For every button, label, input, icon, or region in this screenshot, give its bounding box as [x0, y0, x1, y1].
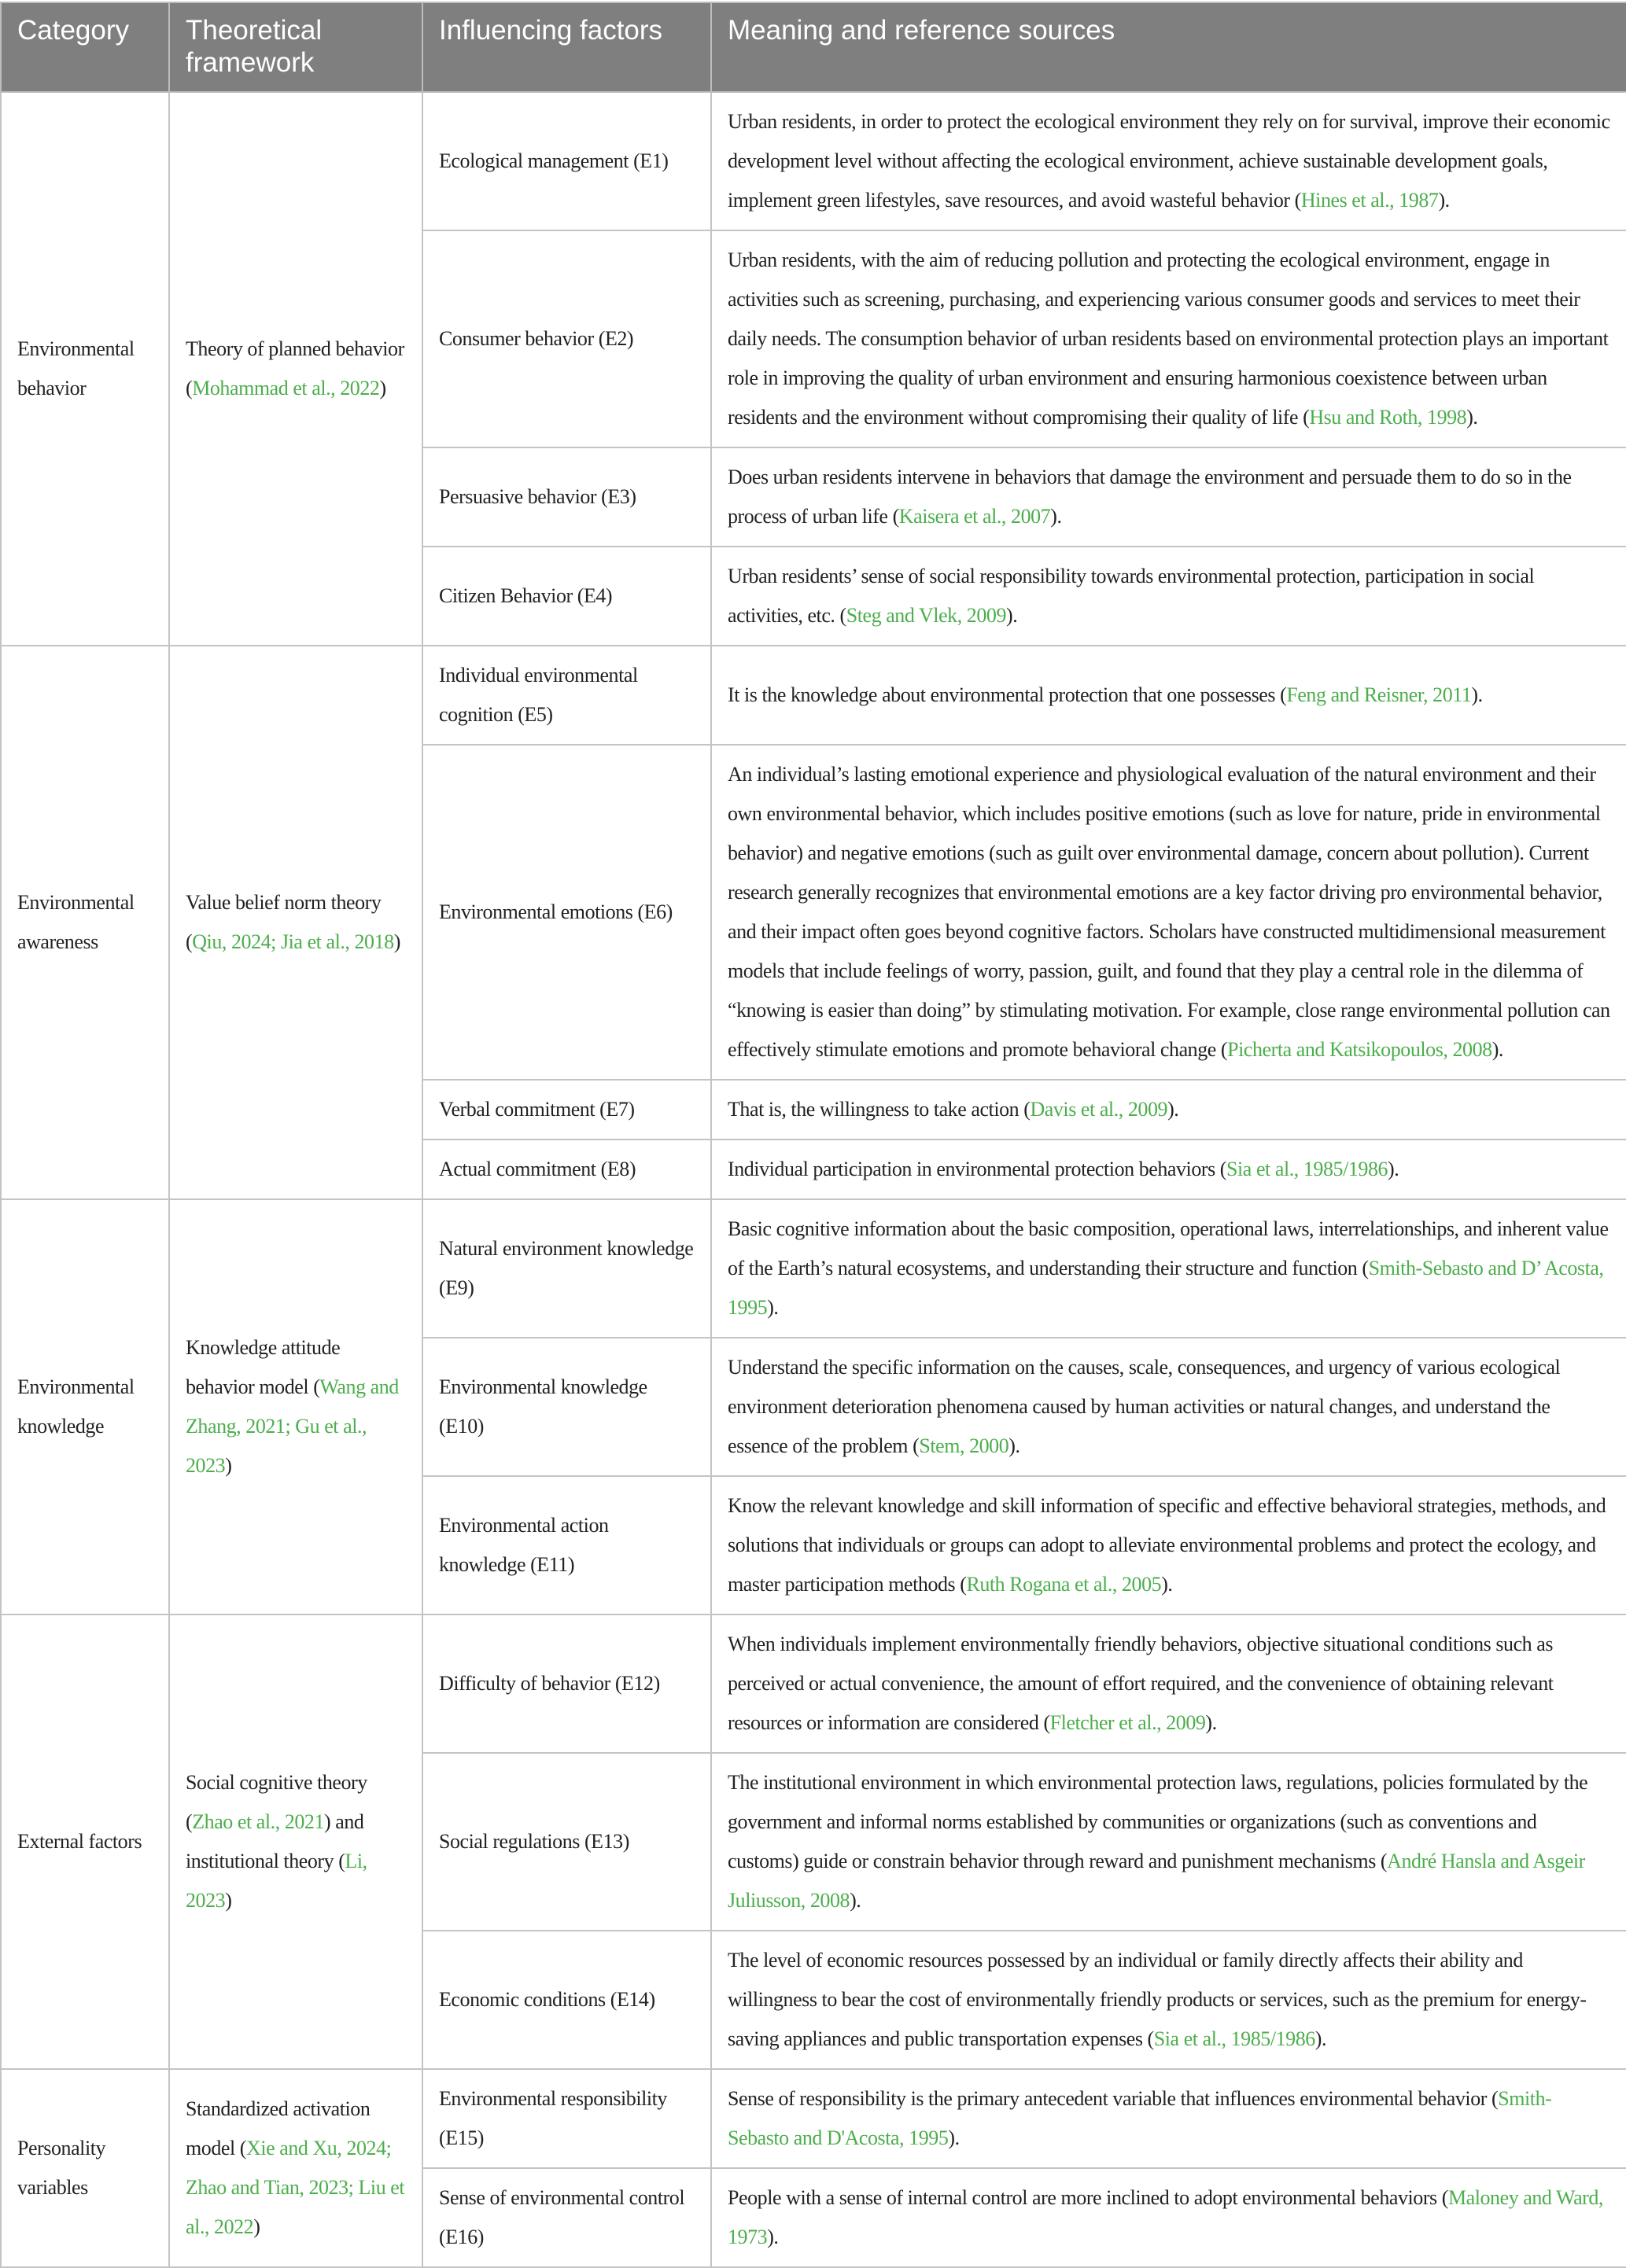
meaning-cell — [711, 1476, 1626, 1614]
factor-cell: Actual commitment (E8) — [422, 1140, 711, 1199]
meaning-text: ). — [1008, 1434, 1020, 1457]
factor-cell: Natural environment knowledge (E9) — [422, 1199, 711, 1338]
factor-cell: Ecological management (E1) — [422, 92, 711, 230]
framework-text: Standardized activation model ( — [186, 2097, 371, 2159]
meaning-cell — [711, 230, 1626, 447]
citation-link[interactable]: Wang and Zhang, 2021; Gu et al., 2023 — [186, 1375, 399, 1477]
framework-text: Value belief norm theory ( — [186, 891, 382, 953]
table-row — [1, 1199, 1626, 1338]
citation-link[interactable]: Zhao et al., 2021 — [192, 1810, 325, 1833]
meaning-text: That is, the willingness to take action ( — [728, 1098, 1031, 1121]
header-category: Category — [1, 2, 169, 92]
factor-cell: Persuasive behavior (E3) — [422, 447, 711, 547]
factor-cell: Sense of environmental control (E16) — [422, 2168, 711, 2267]
meaning-text: Individual participation in environmental protection behaviors ( — [728, 1158, 1227, 1180]
factor-cell: Citizen Behavior (E4) — [422, 547, 711, 646]
meaning-cell — [711, 1753, 1626, 1931]
citation-link[interactable]: Smith-Sebasto and D'Acosta, 1995 — [728, 2087, 1552, 2149]
header-influencing-factors: Influencing factors — [422, 2, 711, 92]
meaning-text: ). — [1167, 1098, 1179, 1121]
meaning-text: ). — [1205, 1711, 1217, 1734]
citation-link[interactable]: Davis et al., 2009 — [1030, 1098, 1168, 1121]
meaning-text: ). — [1491, 1038, 1503, 1061]
citation-link[interactable]: Feng and Reisner, 2011 — [1286, 683, 1472, 706]
meaning-text: ). — [1050, 505, 1062, 528]
meaning-cell — [711, 1931, 1626, 2069]
citation-link[interactable]: Sia et al., 1985/1986 — [1226, 1158, 1388, 1180]
category-cell: Personality variables — [1, 2069, 169, 2267]
header-theoretical-framework: Theoretical framework — [169, 2, 422, 92]
meaning-text: ). — [767, 2226, 779, 2248]
meaning-cell — [711, 1140, 1626, 1199]
meaning-text: ). — [850, 1889, 861, 1912]
citation-link[interactable]: André Hansla and Asgeir Juliusson, 2008 — [728, 1850, 1585, 1912]
meaning-text: Basic cognitive information about the basic composition, operational laws, interrelationships, and inherent value of the Earth’s natural ecosystems, and understanding their structure and function ( — [728, 1217, 1609, 1279]
factor-cell: Social regulations (E13) — [422, 1753, 711, 1931]
meaning-text: Urban residents’ sense of social responsibility towards environmental protection, participation in social activities, etc. ( — [728, 565, 1535, 627]
citation-link[interactable]: Stem, 2000 — [919, 1434, 1009, 1457]
meaning-text: People with a sense of internal control are more inclined to adopt environmental behaviors ( — [728, 2186, 1448, 2209]
meaning-cell — [711, 1338, 1626, 1476]
header-meaning-and-sources: Meaning and reference sources — [711, 2, 1626, 92]
framework-text: ) — [393, 930, 400, 953]
citation-link[interactable]: Fletcher et al., 2009 — [1049, 1711, 1206, 1734]
factor-cell: Individual environmental cognition (E5) — [422, 646, 711, 745]
factor-cell: Environmental action knowledge (E11) — [422, 1476, 711, 1614]
table-row — [1, 1614, 1626, 1753]
framework-cell — [169, 646, 422, 1199]
meaning-cell — [711, 646, 1626, 745]
framework-text: Theory of planned behavior ( — [186, 337, 404, 399]
framework-text: ) and institutional theory ( — [186, 1810, 364, 1872]
meaning-cell — [711, 745, 1626, 1080]
meaning-text: When individuals implement environmentally friendly behaviors, objective situational conditions such as perceived or actual convenience, the amount of effort required, and the convenience of obtaining relevant resources or information are considered ( — [728, 1633, 1554, 1734]
citation-link[interactable]: Steg and Vlek, 2009 — [846, 604, 1007, 627]
category-cell: Environmental behavior — [1, 92, 169, 646]
table-row — [1, 92, 1626, 230]
framework-cell — [169, 92, 422, 646]
meaning-text: ). — [1438, 189, 1450, 212]
factor-cell: Difficulty of behavior (E12) — [422, 1614, 711, 1753]
table-body — [1, 92, 1626, 2267]
meaning-text: It is the knowledge about environmental protection that one possesses ( — [728, 683, 1287, 706]
framework-text: Knowledge attitude behavior model ( — [186, 1336, 341, 1398]
meaning-text: Urban residents, in order to protect the ecological environment they rely on for survival, improve their economic development level without affecting the ecological environment, achieve sustainable development goals, implement green lifestyles, save resources, and avoid wasteful behavior ( — [728, 110, 1610, 212]
factor-cell: Environmental responsibility (E15) — [422, 2069, 711, 2168]
meaning-cell — [711, 1080, 1626, 1140]
meaning-text: ). — [1471, 683, 1483, 706]
framework-cell — [169, 2069, 422, 2267]
meaning-cell — [711, 447, 1626, 547]
citation-link[interactable]: Ruth Rogana et al., 2005 — [966, 1573, 1162, 1596]
citation-link[interactable]: Sia et al., 1985/1986 — [1153, 2027, 1315, 2050]
framework-text: ) — [225, 1889, 232, 1912]
meaning-text: The institutional environment in which environmental protection laws, regulations, policies formulated by the government and informal norms established by communities or organizations (such as conventions and customs) guide or constrain behavior through reward and punishment mechanisms ( — [728, 1771, 1588, 1872]
framework-text: Social cognitive theory ( — [186, 1771, 367, 1833]
meaning-cell — [711, 2069, 1626, 2168]
meaning-cell — [711, 1614, 1626, 1753]
citation-link[interactable]: Smith-Sebasto and D’ Acosta, 1995 — [728, 1257, 1604, 1319]
citation-link[interactable]: Picherta and Katsikopoulos, 2008 — [1227, 1038, 1492, 1061]
meaning-text: Does urban residents intervene in behaviors that damage the environment and persuade them to do so in the process of urban life ( — [728, 466, 1572, 528]
citation-link[interactable]: Mohammad et al., 2022 — [192, 377, 380, 399]
meaning-cell — [711, 2168, 1626, 2267]
framework-cell — [169, 1614, 422, 2069]
meaning-text: Sense of responsibility is the primary antecedent variable that influences environmental behavior ( — [728, 2087, 1499, 2110]
meaning-text: ). — [1314, 2027, 1327, 2050]
meaning-text: ). — [767, 1296, 779, 1319]
meaning-text: The level of economic resources possessed by an individual or family directly affects their ability and willingness to bear the cost of environmentally friendly products or services, such as the premium for energy-saving appliances and public transportation expenses ( — [728, 1949, 1587, 2050]
table-row — [1, 2069, 1626, 2168]
citation-link[interactable]: Qiu, 2024; Jia et al., 2018 — [192, 930, 394, 953]
framework-text: ) — [253, 2215, 260, 2238]
meaning-text: ). — [948, 2126, 960, 2149]
citation-link[interactable]: Hines et al., 1987 — [1300, 189, 1439, 212]
header-row — [1, 2, 1626, 92]
meaning-text: ). — [1388, 1158, 1399, 1180]
meaning-cell — [711, 92, 1626, 230]
factor-cell: Consumer behavior (E2) — [422, 230, 711, 447]
meaning-text: ). — [1466, 406, 1478, 429]
category-cell: Environmental knowledge — [1, 1199, 169, 1614]
factor-cell: Environmental emotions (E6) — [422, 745, 711, 1080]
framework-cell — [169, 1199, 422, 1614]
category-cell: External factors — [1, 1614, 169, 2069]
meaning-text: ). — [1161, 1573, 1173, 1596]
meaning-text: ). — [1006, 604, 1018, 627]
citation-link[interactable]: Li, 2023 — [186, 1850, 367, 1912]
citation-link[interactable]: Xie and Xu, 2024; Zhao and Tian, 2023; Liu et al., 2022 — [186, 2137, 405, 2238]
meaning-text: Urban residents, with the aim of reducing pollution and protecting the ecological environment, engage in activities such as screening, purchasing, and experiencing various consumer goods and services to meet their daily needs. The consumption behavior of urban residents based on environmental protection plays an important role in improving the quality of urban environment and ensuring harmonious coexistence between urban residents and the environment without compromising their quality of life ( — [728, 249, 1609, 429]
category-cell: Environmental awareness — [1, 646, 169, 1199]
framework-text: ) — [379, 377, 386, 399]
factors-table — [0, 2, 1626, 2268]
meaning-cell — [711, 1199, 1626, 1338]
citation-link[interactable]: Kaisera et al., 2007 — [898, 505, 1051, 528]
factor-cell: Verbal commitment (E7) — [422, 1080, 711, 1140]
meaning-text: Know the relevant knowledge and skill information of specific and effective behavioral strategies, methods, and solutions that individuals or groups can adopt to alleviate environmental problems and protect the ecology, and master participation methods ( — [728, 1494, 1606, 1596]
meaning-text: Understand the specific information on the causes, scale, consequences, and urgency of various ecological environment deterioration phenomena caused by human activities or natural changes, and understand the essence of the problem ( — [728, 1356, 1561, 1457]
table-row — [1, 646, 1626, 745]
citation-link[interactable]: Hsu and Roth, 1998 — [1309, 406, 1467, 429]
meaning-cell — [711, 547, 1626, 646]
framework-text: ) — [225, 1454, 232, 1477]
factor-cell: Environmental knowledge (E10) — [422, 1338, 711, 1476]
meaning-text: An individual’s lasting emotional experience and physiological evaluation of the natural environment and their own environmental behavior, which includes positive emotions (such as love for nature, pride in environmental behavior) and negative emotions (such as guilt over environmental damage, concern about pollution). Current research generally recognizes that environmental emotions are a key factor driving pro environmental behavior, and their impact often goes beyond cognitive factors. Scholars have constructed multidimensional measurement models that include feelings of worry, passion, guilt, and found that they play a central role in the dilemma of “knowing is easier than doing” by stimulating motivation. For example, close range environmental pollution can effectively stimulate emotions and promote behavioral change ( — [728, 763, 1610, 1061]
citation-link[interactable]: Maloney and Ward, 1973 — [728, 2186, 1603, 2248]
factor-cell: Economic conditions (E14) — [422, 1931, 711, 2069]
